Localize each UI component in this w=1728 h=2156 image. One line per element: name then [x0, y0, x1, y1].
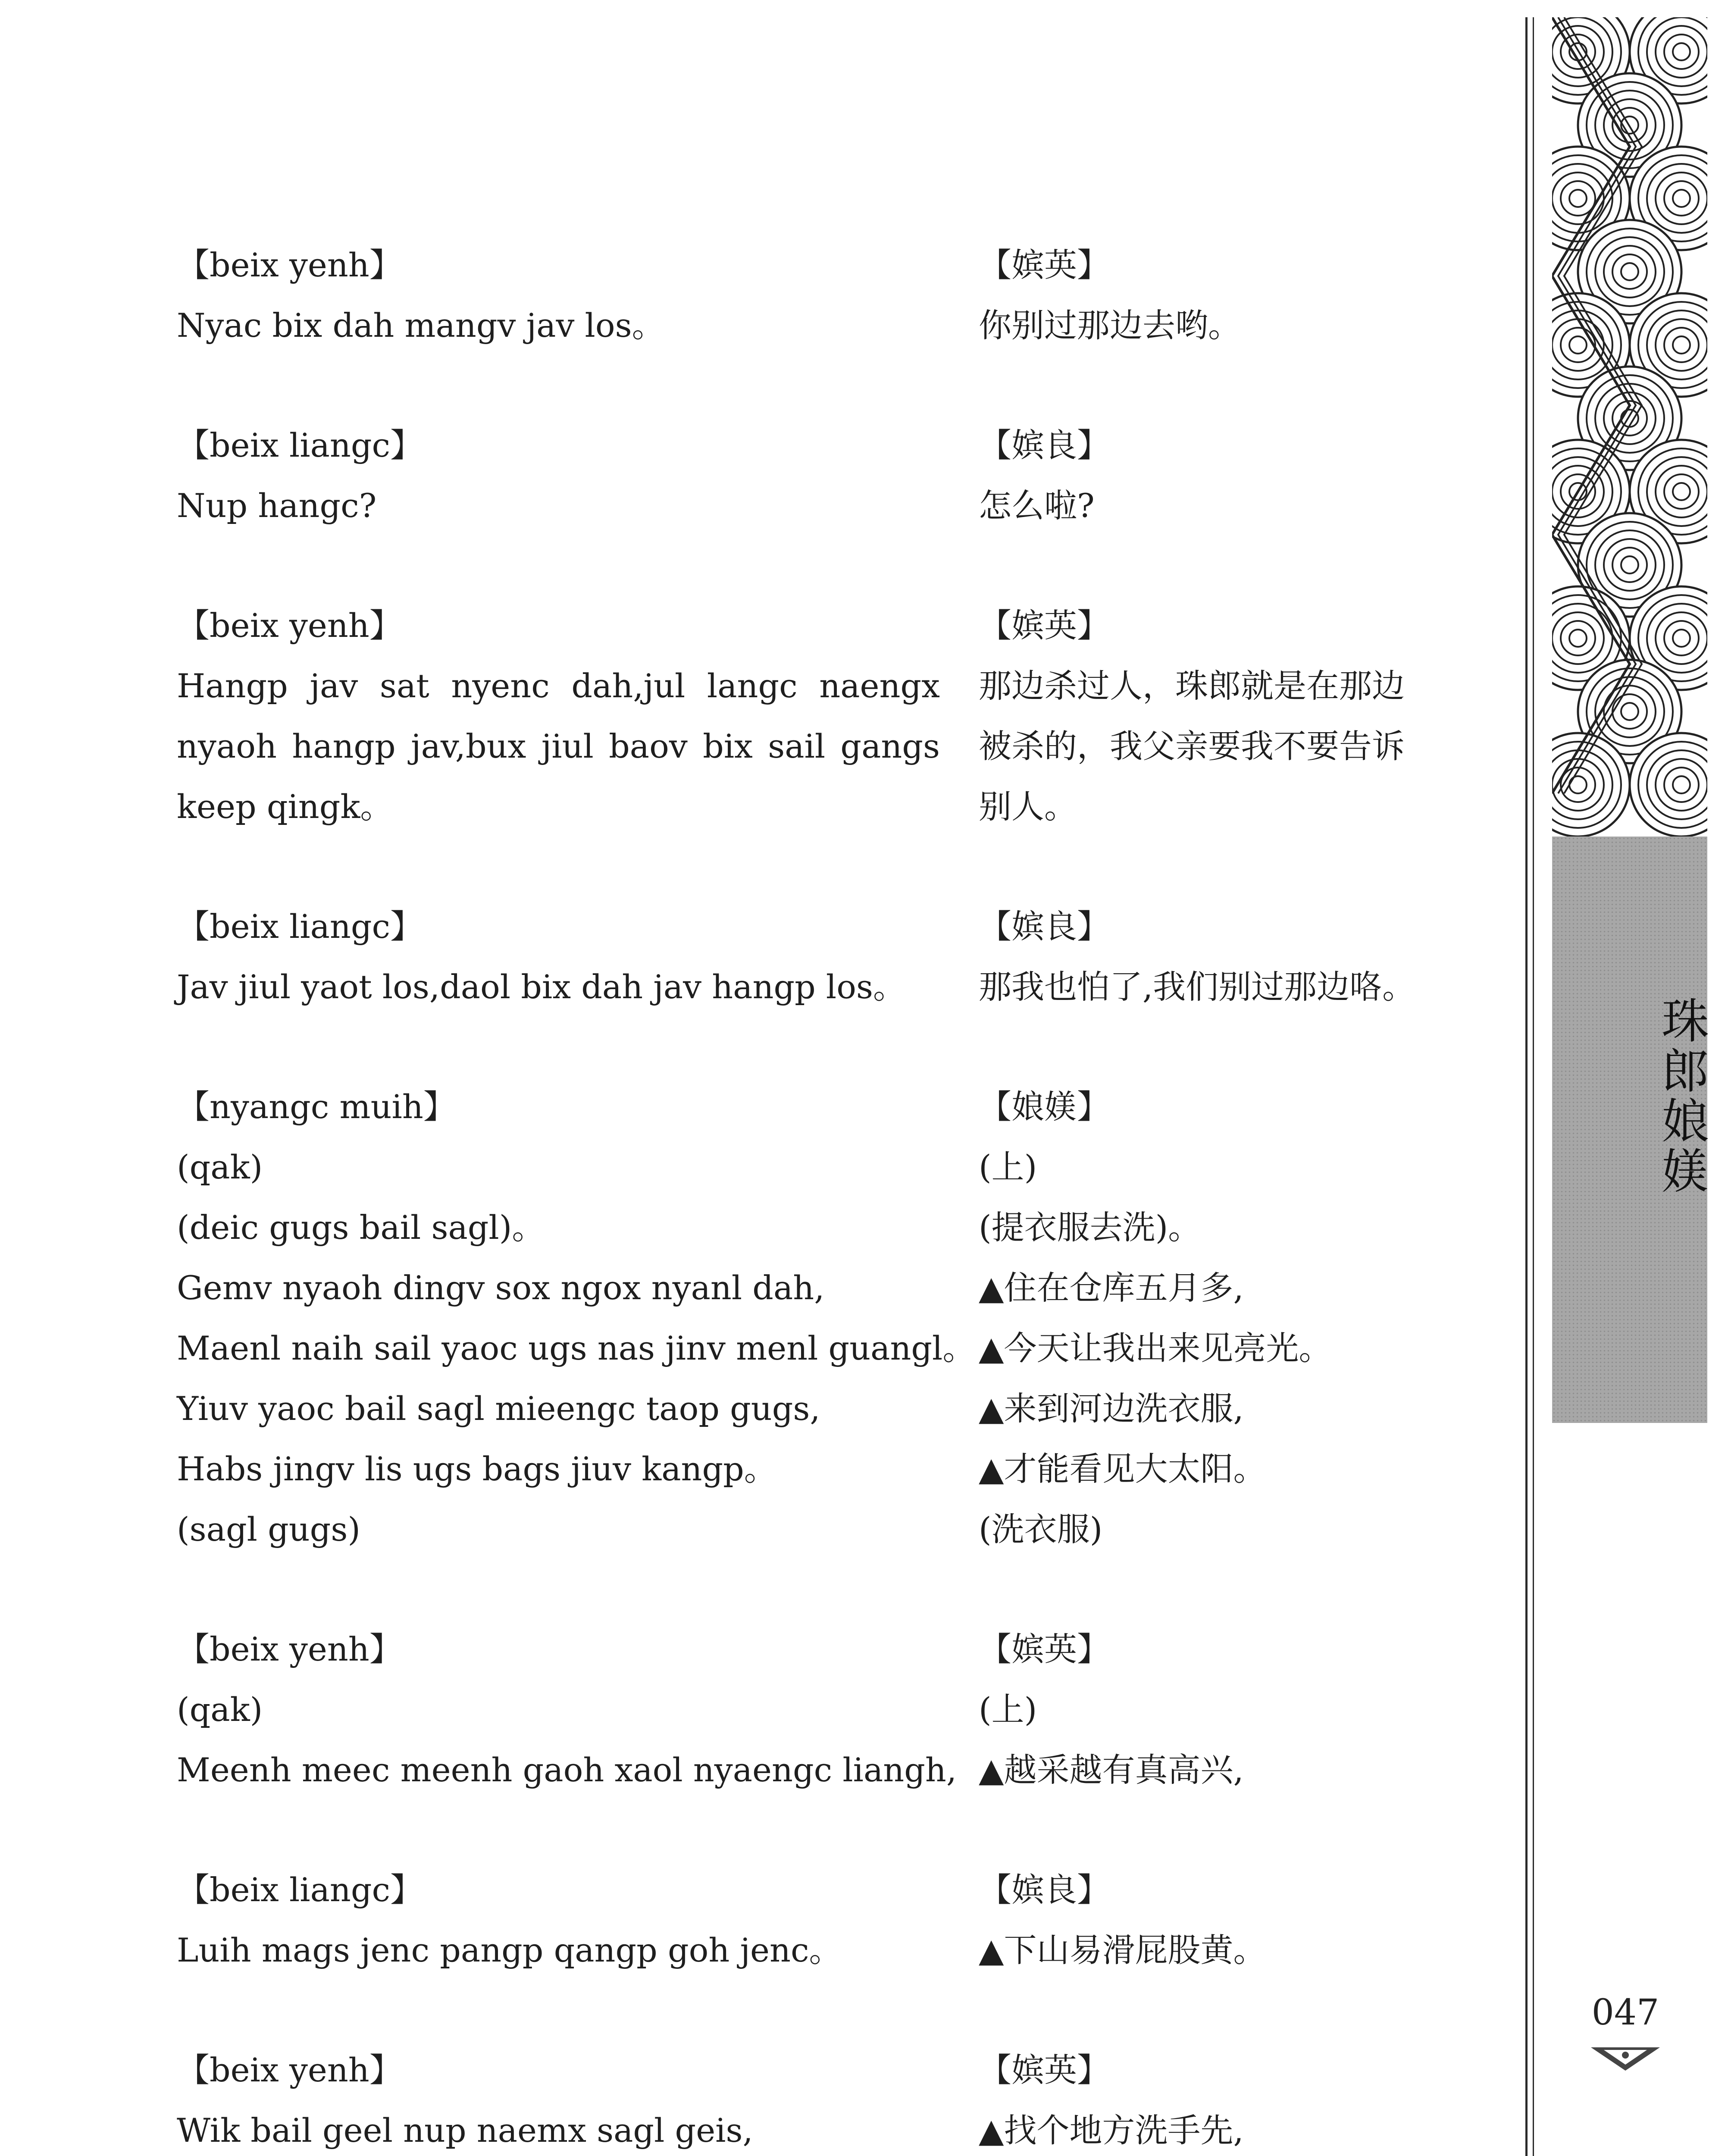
chinese-text-column: [979, 235, 1436, 2156]
speaker-label: 【嫔英】: [979, 246, 1110, 284]
stage-direction: (洗衣服): [979, 1510, 1103, 1548]
verse-line: ▲今天让我出来见亮光。: [979, 1329, 1332, 1367]
stage-direction: (sagl gugs): [177, 1510, 360, 1548]
verse-line: Gemv nyaoh dingv sox ngox nyanl dah,: [177, 1269, 825, 1307]
dialogue-block: [979, 595, 1436, 837]
dialogue-block: [979, 1619, 1436, 1800]
dialogue-block: [979, 896, 1436, 1017]
dialogue-block: [177, 235, 940, 356]
stage-direction: (deic gugs bail sagl)。: [177, 1208, 545, 1247]
margin-rule: [1533, 17, 1534, 2156]
speaker-label: 【beix yenh】: [177, 2051, 402, 2089]
verse-line: ▲才能看见大太阳。: [979, 1450, 1266, 1488]
stage-direction: (上): [979, 1690, 1037, 1729]
verse-line: ▲下山易滑屁股黄。: [979, 1931, 1266, 1969]
page-number: 047: [1591, 1992, 1659, 2033]
dialogue-line: 你别过那边去哟。: [979, 306, 1241, 345]
verse-line: Habs jingv lis ugs bags jiuv kangp。: [177, 1450, 777, 1488]
sidebar-title: 珠郎娘媄: [1654, 996, 1709, 1196]
speaker-label: 【嫔良】: [979, 426, 1110, 464]
dialogue-block: [979, 2040, 1436, 2156]
stage-direction: (提衣服去洗)。: [979, 1208, 1201, 1247]
dialogue-block: [177, 2040, 940, 2156]
speaker-label: 【嫔良】: [979, 907, 1110, 946]
verse-line: Meenh meec meenh gaoh xaol nyaengc liangh,: [177, 1751, 957, 1789]
verse-line: ▲住在仓库五月多,: [979, 1269, 1244, 1307]
dialogue-block: [177, 1860, 940, 1981]
verse-line: Maenl naih sail yaoc ugs nas jinv menl guangl。: [177, 1329, 976, 1367]
speaker-label: 【嫔英】: [979, 1630, 1110, 1668]
dialogue-block: [979, 235, 1436, 356]
ornament-icon: [1587, 2044, 1664, 2074]
dialogue-block: [979, 415, 1436, 536]
verse-line: ▲来到河边洗衣服,: [979, 1389, 1244, 1428]
stage-direction: (上): [979, 1148, 1037, 1186]
speaker-label: 【beix liangc】: [177, 426, 423, 464]
speaker-label: 【beix yenh】: [177, 1630, 402, 1668]
verse-line: ▲找个地方洗手先,: [979, 2111, 1244, 2150]
speaker-label: 【嫔英】: [979, 606, 1110, 645]
verse-line: Wik bail geel nup naemx sagl geis,: [177, 2111, 753, 2150]
verse-line: Luih mags jenc pangp qangp goh jenc。: [177, 1931, 842, 1969]
dialogue-block: [177, 896, 940, 1017]
dialogue-line: 那我也怕了,我们别过那边咯。: [979, 968, 1415, 1006]
dialogue-line: Nyac bix dah mangv jav los。: [177, 306, 665, 345]
dialogue-block: [177, 595, 940, 837]
speaker-label: 【beix liangc】: [177, 907, 423, 946]
dialogue-block: [177, 1077, 976, 1560]
dialogue-line: 那边杀过人，珠郎就是在那边被杀的，我父亲要我不要告诉别人。: [979, 667, 1405, 826]
dialogue-line: 怎么啦?: [979, 486, 1095, 525]
dialogue-line: Jav jiul yaot los,daol bix dah jav hangp los。: [177, 968, 906, 1006]
dialogue-block: [979, 1860, 1436, 1981]
dialogue-block: [177, 415, 940, 536]
speaker-label: 【beix liangc】: [177, 1871, 423, 1909]
dialogue-line: Hangp jav sat nyenc dah,jul langc naengx nyaoh hangp jav,bux jiul baov bix sail gangs keep qingk。: [177, 667, 940, 826]
speaker-label: 【nyangc muih】: [177, 1087, 456, 1126]
stage-direction: (qak): [177, 1690, 263, 1729]
speaker-label: 【beix yenh】: [177, 606, 402, 645]
stage-direction: (qak): [177, 1148, 263, 1186]
dong-text-column: [177, 235, 976, 2156]
speaker-label: 【嫔英】: [979, 2051, 1110, 2089]
margin-rule: [1525, 17, 1528, 2156]
dialogue-block: [177, 1619, 957, 1800]
verse-line: Yiuv yaoc bail sagl mieengc taop gugs,: [177, 1389, 820, 1428]
speaker-label: 【beix yenh】: [177, 246, 402, 284]
section-tab: [1552, 837, 1707, 1423]
cloud-pattern-ornament: [1552, 17, 1707, 837]
speaker-label: 【嫔良】: [979, 1871, 1110, 1909]
dialogue-block: [979, 1077, 1436, 1560]
dialogue-line: Nup hangc?: [177, 486, 377, 525]
verse-line: ▲越采越有真高兴,: [979, 1751, 1244, 1789]
speaker-label: 【娘媄】: [979, 1087, 1110, 1126]
